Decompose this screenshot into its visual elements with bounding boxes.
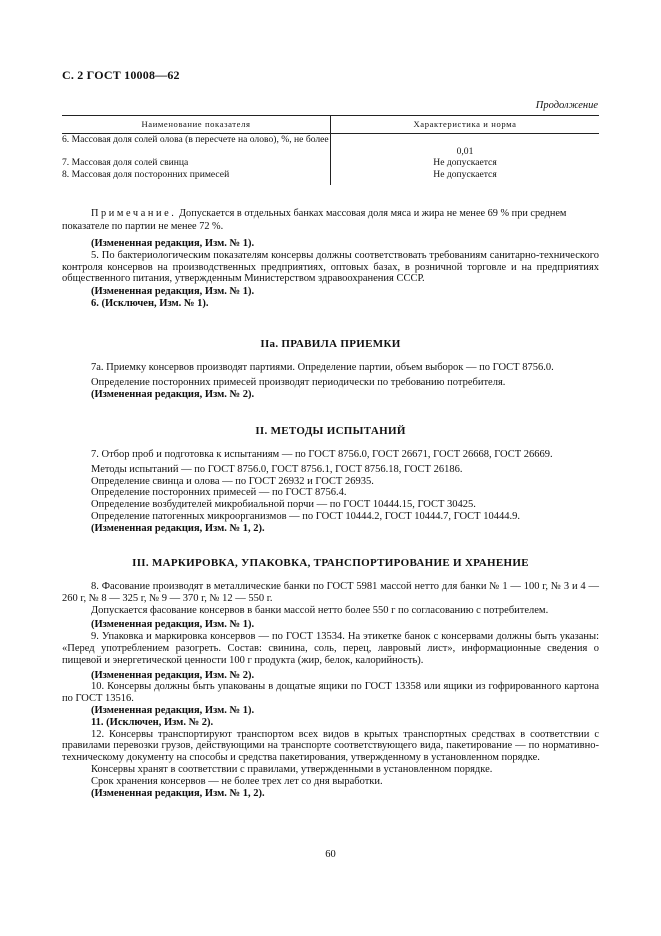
amendment-note: (Измененная редакция, Изм. № 1). xyxy=(91,286,255,298)
paragraph: 7. Отбор проб и подготовка к испытаниям — по ГОСТ 8756.0, ГОСТ 26671, ГОСТ 26668, ГОСТ 26669. xyxy=(91,449,553,460)
note-label: Примечание. xyxy=(91,208,177,219)
amendment-note: (Измененная редакция, Изм. № 2). xyxy=(91,669,255,681)
amendment-note: (Измененная редакция, Изм. № 1, 2). xyxy=(91,787,265,799)
column-header-norm: Характеристика и норма xyxy=(331,116,600,134)
paragraph: 5. По бактериологическим показателям консервы должны соответствовать требованиям санитарно-технического контроля консервов на производственных предприятиях, оптовых базах, в розничной торговле и на предприятиях общественного питания, утвержденным Министерством здравоохранения СССР. xyxy=(62,249,599,285)
section-title-marking: III. МАРКИРОВКА, УПАКОВКА, ТРАНСПОРТИРОВАНИЕ И ХРАНЕНИЕ xyxy=(132,557,529,569)
amendment-note: (Измененная редакция, Изм. № 1). xyxy=(91,238,255,249)
indicators-table xyxy=(62,115,599,185)
page-header: С. 2 ГОСТ 10008—62 xyxy=(62,68,180,82)
table-cell-name: 8. Массовая доля посторонних примесей xyxy=(62,169,331,185)
paragraph: 7а. Приемку консервов производят партиями. Определение партии, объем выборок — по ГОСТ 8756.0. xyxy=(91,362,554,373)
table-row xyxy=(62,134,599,158)
acceptance-block xyxy=(62,362,599,400)
paragraph: Методы испытаний — по ГОСТ 8756.0, ГОСТ 8756.1, ГОСТ 8756.18, ГОСТ 26186. xyxy=(91,463,463,475)
column-header-indicator: Наименование показателя xyxy=(62,116,331,134)
paragraph: Срок хранения консервов — не более трех лет со дня выработки. xyxy=(91,775,383,787)
amendment-note: (Измененная редакция, Изм. № 2). xyxy=(91,388,255,400)
note-text: Допускается в отдельных банках массовая доля мяса и жира не менее 69 % при среднем показателе по партии не менее 72 %. xyxy=(62,208,567,232)
amendment-note: (Измененная редакция, Изм. № 1, 2). xyxy=(91,522,265,534)
table-cell-value: Не допускается xyxy=(433,168,497,180)
excluded-note: 6. (Исключен, Изм. № 1). xyxy=(91,297,209,309)
test-methods-block xyxy=(62,449,599,535)
excluded-note: 11. (Исключен, Изм. № 2). xyxy=(91,716,214,728)
table-header-row xyxy=(62,116,599,134)
amendment-note: (Измененная редакция, Изм. № 1). xyxy=(91,704,255,716)
table-note xyxy=(62,208,598,233)
amendment-note: (Измененная редакция, Изм. № 1). xyxy=(91,619,255,631)
marking-block xyxy=(62,581,599,799)
paragraph: Определение посторонних примесей производят периодически по требованию потребителя. xyxy=(91,376,506,388)
table-row xyxy=(62,157,599,169)
table-cell-value: Не допускается xyxy=(433,157,497,168)
table-row xyxy=(62,169,599,185)
paragraph: Допускается фасование консервов в банки массой нетто более 550 г по согласованию с потребителем. xyxy=(91,604,549,616)
paragraph: Определение посторонних примесей — по ГОСТ 8756.4. xyxy=(91,487,347,499)
paragraph: Определение возбудителей микробиальной порчи — по ГОСТ 10444.15, ГОСТ 30425. xyxy=(91,499,476,511)
paragraph: 10. Консервы должны быть упакованы в дощатые ящики по ГОСТ 13358 или ящики из гофрированного картона по ГОСТ 13516. xyxy=(62,681,599,705)
table-cell-value: 0,01 xyxy=(456,145,474,157)
page-number: 60 xyxy=(325,849,336,860)
paragraph: 12. Консервы транспортируют транспортом всех видов в крытых транспортных средствах в соответствии с правилами перевозки грузов, действующими на транспорте соответствующего вида, пакетирование — по нормативно-техническому документу на способы и средства пакетирования, утвержденному в установленном порядке. xyxy=(62,728,599,764)
table-cell-name: 6. Массовая доля солей олова (в пересчете на олово), %, не более xyxy=(62,134,331,158)
section-title-test-methods: II. МЕТОДЫ ИСПЫТАНИЙ xyxy=(255,425,406,437)
paragraph: 8. Фасование производят в металлические банки по ГОСТ 5981 массой нетто для банки № 1 — 100 г, № 3 и 4 — 260 г, № 8 — 325 г, № 9 — 370 г, № 12 — 550 г. xyxy=(62,581,599,604)
requirements-block xyxy=(62,238,599,310)
continuation-label: Продолжение xyxy=(535,100,598,111)
paragraph: Определение свинца и олова — по ГОСТ 26932 и ГОСТ 26935. xyxy=(91,475,374,487)
paragraph: Консервы хранят в соответствии с правилами, утвержденными в установленном порядке. xyxy=(91,763,493,775)
paragraph: Определение патогенных микроорганизмов — по ГОСТ 10444.2, ГОСТ 10444.7, ГОСТ 10444.9. xyxy=(91,510,520,522)
section-title-acceptance: IIа. ПРАВИЛА ПРИЕМКИ xyxy=(260,338,401,350)
paragraph: 9. Упаковка и маркировка консервов — по ГОСТ 13534. На этикетке банок с консервами должны быть указаны: «Перед употреблением разогреть. Состав: свинина, соль, перец, лавровый лист», информационные сведения о пищевой и энергетической ценности 100 г продукта (жир, белок, калорийность). xyxy=(62,631,599,666)
table-cell-name: 7. Массовая доля солей свинца xyxy=(62,157,331,169)
